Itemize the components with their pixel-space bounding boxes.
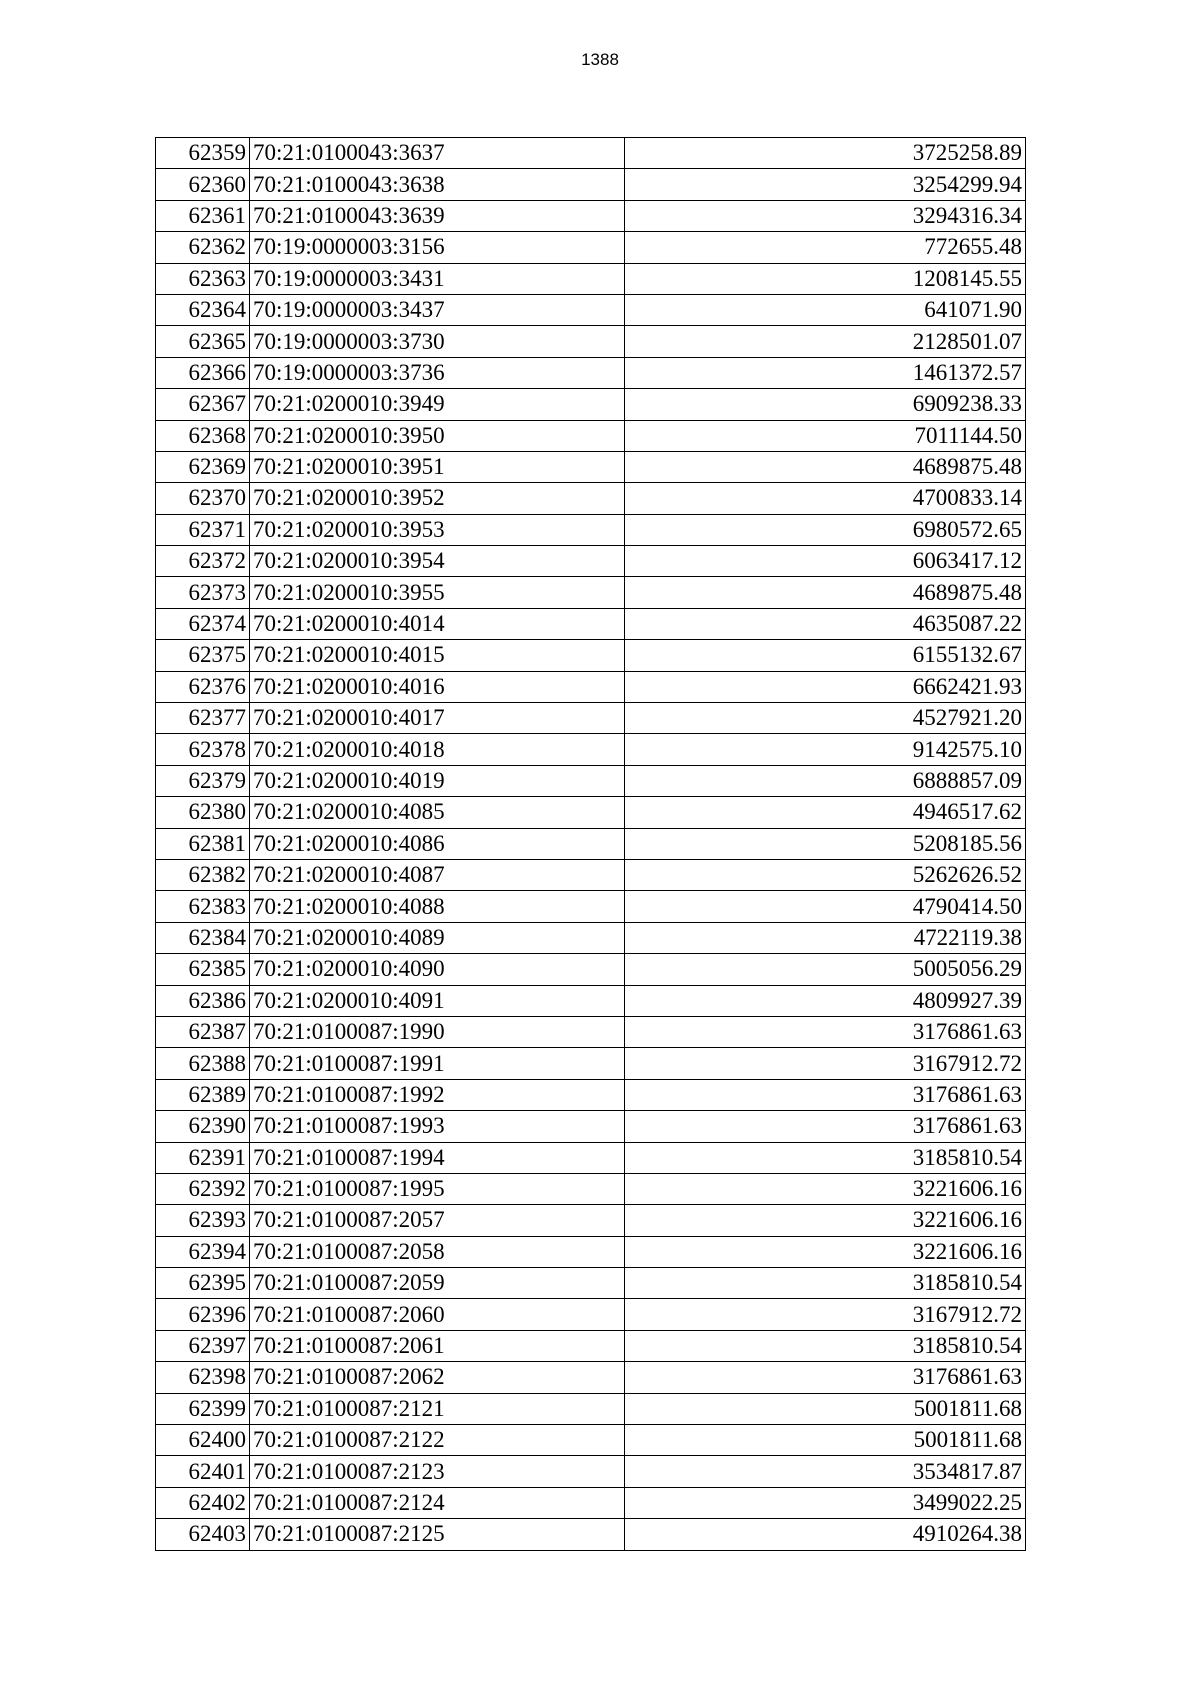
table-row [156,828,1026,859]
table-row [156,169,1026,200]
row-number-cell: 62377 [156,703,250,734]
cadastral-number-cell: 70:19:0000003:3431 [250,263,625,294]
cadastral-value-cell: 6909238.33 [625,389,1026,420]
row-number-cell: 62402 [156,1487,250,1518]
table-row [156,546,1026,577]
row-number-cell: 62362 [156,232,250,263]
table-row [156,1456,1026,1487]
row-number-cell: 62371 [156,514,250,545]
cadastral-value-cell: 5262626.52 [625,859,1026,890]
row-number-cell: 62390 [156,1111,250,1142]
row-number-cell: 62396 [156,1299,250,1330]
table-body [156,138,1026,1551]
cadastral-value-cell: 772655.48 [625,232,1026,263]
row-number-cell: 62386 [156,985,250,1016]
cadastral-number-cell: 70:21:0200010:3951 [250,451,625,482]
row-number-cell: 62359 [156,138,250,169]
cadastral-number-cell: 70:21:0100087:1994 [250,1142,625,1173]
page-number: 1388 [581,50,619,69]
table-row [156,263,1026,294]
table-row [156,1079,1026,1110]
table-row [156,1519,1026,1550]
cadastral-value-table [155,137,1026,1551]
table-row [156,483,1026,514]
cadastral-number-cell: 70:21:0100087:2057 [250,1205,625,1236]
cadastral-value-cell: 4700833.14 [625,483,1026,514]
cadastral-number-cell: 70:21:0100043:3638 [250,169,625,200]
table-row [156,1111,1026,1142]
table-row [156,1268,1026,1299]
cadastral-value-cell: 6980572.65 [625,514,1026,545]
cadastral-value-cell: 3167912.72 [625,1048,1026,1079]
cadastral-number-cell: 70:21:0100087:2059 [250,1268,625,1299]
table-row [156,326,1026,357]
cadastral-value-cell: 4722119.38 [625,922,1026,953]
row-number-cell: 62374 [156,608,250,639]
cadastral-value-cell: 6155132.67 [625,640,1026,671]
row-number-cell: 62364 [156,294,250,325]
cadastral-value-cell: 1461372.57 [625,357,1026,388]
cadastral-value-cell: 4689875.48 [625,451,1026,482]
row-number-cell: 62361 [156,200,250,231]
row-number-cell: 62363 [156,263,250,294]
row-number-cell: 62384 [156,922,250,953]
row-number-cell: 62360 [156,169,250,200]
cadastral-value-cell: 3221606.16 [625,1236,1026,1267]
cadastral-value-cell: 4910264.38 [625,1519,1026,1550]
cadastral-number-cell: 70:19:0000003:3736 [250,357,625,388]
row-number-cell: 62380 [156,797,250,828]
cadastral-number-cell: 70:21:0200010:4018 [250,734,625,765]
table-row [156,1299,1026,1330]
row-number-cell: 62383 [156,891,250,922]
table-row [156,922,1026,953]
table-row [156,1173,1026,1204]
row-number-cell: 62392 [156,1173,250,1204]
row-number-cell: 62388 [156,1048,250,1079]
table-row [156,200,1026,231]
cadastral-number-cell: 70:21:0200010:4091 [250,985,625,1016]
cadastral-number-cell: 70:21:0100087:2060 [250,1299,625,1330]
row-number-cell: 62381 [156,828,250,859]
cadastral-value-cell: 5208185.56 [625,828,1026,859]
table-row [156,1393,1026,1424]
table-row [156,891,1026,922]
row-number-cell: 62367 [156,389,250,420]
table-row [156,389,1026,420]
cadastral-value-cell: 3185810.54 [625,1142,1026,1173]
cadastral-value-cell: 641071.90 [625,294,1026,325]
row-number-cell: 62401 [156,1456,250,1487]
cadastral-number-cell: 70:21:0100087:2124 [250,1487,625,1518]
table-row [156,1425,1026,1456]
cadastral-number-cell: 70:21:0100087:2062 [250,1362,625,1393]
table-row [156,420,1026,451]
row-number-cell: 62387 [156,1016,250,1047]
cadastral-value-cell: 2128501.07 [625,326,1026,357]
row-number-cell: 62368 [156,420,250,451]
row-number-cell: 62397 [156,1330,250,1361]
cadastral-value-cell: 3254299.94 [625,169,1026,200]
row-number-cell: 62373 [156,577,250,608]
cadastral-value-cell: 3534817.87 [625,1456,1026,1487]
cadastral-number-cell: 70:21:0200010:4015 [250,640,625,671]
table-row [156,577,1026,608]
cadastral-value-cell: 3221606.16 [625,1205,1026,1236]
cadastral-number-cell: 70:19:0000003:3730 [250,326,625,357]
cadastral-value-cell: 5001811.68 [625,1425,1026,1456]
row-number-cell: 62398 [156,1362,250,1393]
cadastral-value-cell: 7011144.50 [625,420,1026,451]
cadastral-number-cell: 70:21:0200010:4019 [250,765,625,796]
cadastral-number-cell: 70:21:0100087:1993 [250,1111,625,1142]
cadastral-value-cell: 1208145.55 [625,263,1026,294]
cadastral-value-cell: 6662421.93 [625,671,1026,702]
cadastral-number-cell: 70:21:0100087:2058 [250,1236,625,1267]
table-row [156,1487,1026,1518]
cadastral-number-cell: 70:21:0200010:3950 [250,420,625,451]
row-number-cell: 62395 [156,1268,250,1299]
cadastral-value-cell: 3176861.63 [625,1079,1026,1110]
row-number-cell: 62366 [156,357,250,388]
row-number-cell: 62369 [156,451,250,482]
cadastral-value-cell: 3221606.16 [625,1173,1026,1204]
row-number-cell: 62365 [156,326,250,357]
table-row [156,294,1026,325]
cadastral-value-cell: 3499022.25 [625,1487,1026,1518]
cadastral-value-cell: 6888857.09 [625,765,1026,796]
cadastral-number-cell: 70:21:0200010:4090 [250,954,625,985]
cadastral-number-cell: 70:21:0100087:1990 [250,1016,625,1047]
table-row [156,1016,1026,1047]
table-row [156,451,1026,482]
cadastral-number-cell: 70:21:0100087:2123 [250,1456,625,1487]
cadastral-value-cell: 4946517.62 [625,797,1026,828]
table-row [156,138,1026,169]
table-row [156,954,1026,985]
table-row [156,734,1026,765]
row-number-cell: 62403 [156,1519,250,1550]
cadastral-value-cell: 3725258.89 [625,138,1026,169]
table-row [156,1330,1026,1361]
cadastral-number-cell: 70:21:0100087:2125 [250,1519,625,1550]
cadastral-number-cell: 70:21:0100087:1991 [250,1048,625,1079]
table-row [156,357,1026,388]
cadastral-number-cell: 70:21:0200010:4014 [250,608,625,639]
table-row [156,1048,1026,1079]
cadastral-value-cell: 3185810.54 [625,1330,1026,1361]
row-number-cell: 62389 [156,1079,250,1110]
table-row [156,1205,1026,1236]
cadastral-number-cell: 70:21:0100087:1992 [250,1079,625,1110]
cadastral-value-cell: 5001811.68 [625,1393,1026,1424]
row-number-cell: 62400 [156,1425,250,1456]
cadastral-number-cell: 70:21:0100043:3637 [250,138,625,169]
cadastral-number-cell: 70:21:0200010:4087 [250,859,625,890]
row-number-cell: 62370 [156,483,250,514]
cadastral-value-cell: 5005056.29 [625,954,1026,985]
cadastral-number-cell: 70:21:0200010:4088 [250,891,625,922]
table-row [156,608,1026,639]
cadastral-value-cell: 4809927.39 [625,985,1026,1016]
table-row [156,1142,1026,1173]
cadastral-number-cell: 70:21:0200010:3954 [250,546,625,577]
row-number-cell: 62375 [156,640,250,671]
cadastral-number-cell: 70:21:0100087:2122 [250,1425,625,1456]
cadastral-value-cell: 3167912.72 [625,1299,1026,1330]
row-number-cell: 62372 [156,546,250,577]
cadastral-value-cell: 3176861.63 [625,1362,1026,1393]
cadastral-value-cell: 4527921.20 [625,703,1026,734]
cadastral-number-cell: 70:19:0000003:3437 [250,294,625,325]
cadastral-number-cell: 70:21:0100087:1995 [250,1173,625,1204]
table-row [156,232,1026,263]
row-number-cell: 62399 [156,1393,250,1424]
cadastral-value-cell: 4689875.48 [625,577,1026,608]
cadastral-number-cell: 70:21:0200010:4017 [250,703,625,734]
cadastral-number-cell: 70:19:0000003:3156 [250,232,625,263]
table-row [156,703,1026,734]
cadastral-value-cell: 4635087.22 [625,608,1026,639]
row-number-cell: 62394 [156,1236,250,1267]
table-row [156,859,1026,890]
table-row [156,671,1026,702]
row-number-cell: 62376 [156,671,250,702]
cadastral-number-cell: 70:21:0200010:4086 [250,828,625,859]
table-row [156,797,1026,828]
cadastral-number-cell: 70:21:0100043:3639 [250,200,625,231]
cadastral-number-cell: 70:21:0100087:2121 [250,1393,625,1424]
cadastral-value-cell: 4790414.50 [625,891,1026,922]
row-number-cell: 62382 [156,859,250,890]
cadastral-number-cell: 70:21:0200010:4089 [250,922,625,953]
cadastral-value-cell: 9142575.10 [625,734,1026,765]
cadastral-value-cell: 3176861.63 [625,1111,1026,1142]
cadastral-value-cell: 3185810.54 [625,1268,1026,1299]
table-row [156,765,1026,796]
cadastral-number-cell: 70:21:0100087:2061 [250,1330,625,1361]
row-number-cell: 62391 [156,1142,250,1173]
cadastral-number-cell: 70:21:0200010:4085 [250,797,625,828]
table-row [156,640,1026,671]
row-number-cell: 62379 [156,765,250,796]
cadastral-number-cell: 70:21:0200010:3955 [250,577,625,608]
cadastral-value-cell: 6063417.12 [625,546,1026,577]
row-number-cell: 62378 [156,734,250,765]
cadastral-value-cell: 3294316.34 [625,200,1026,231]
row-number-cell: 62393 [156,1205,250,1236]
table-row [156,514,1026,545]
cadastral-number-cell: 70:21:0200010:3949 [250,389,625,420]
row-number-cell: 62385 [156,954,250,985]
cadastral-number-cell: 70:21:0200010:3953 [250,514,625,545]
table-row [156,1236,1026,1267]
cadastral-number-cell: 70:21:0200010:3952 [250,483,625,514]
cadastral-number-cell: 70:21:0200010:4016 [250,671,625,702]
table-row [156,1362,1026,1393]
table-row [156,985,1026,1016]
cadastral-value-cell: 3176861.63 [625,1016,1026,1047]
